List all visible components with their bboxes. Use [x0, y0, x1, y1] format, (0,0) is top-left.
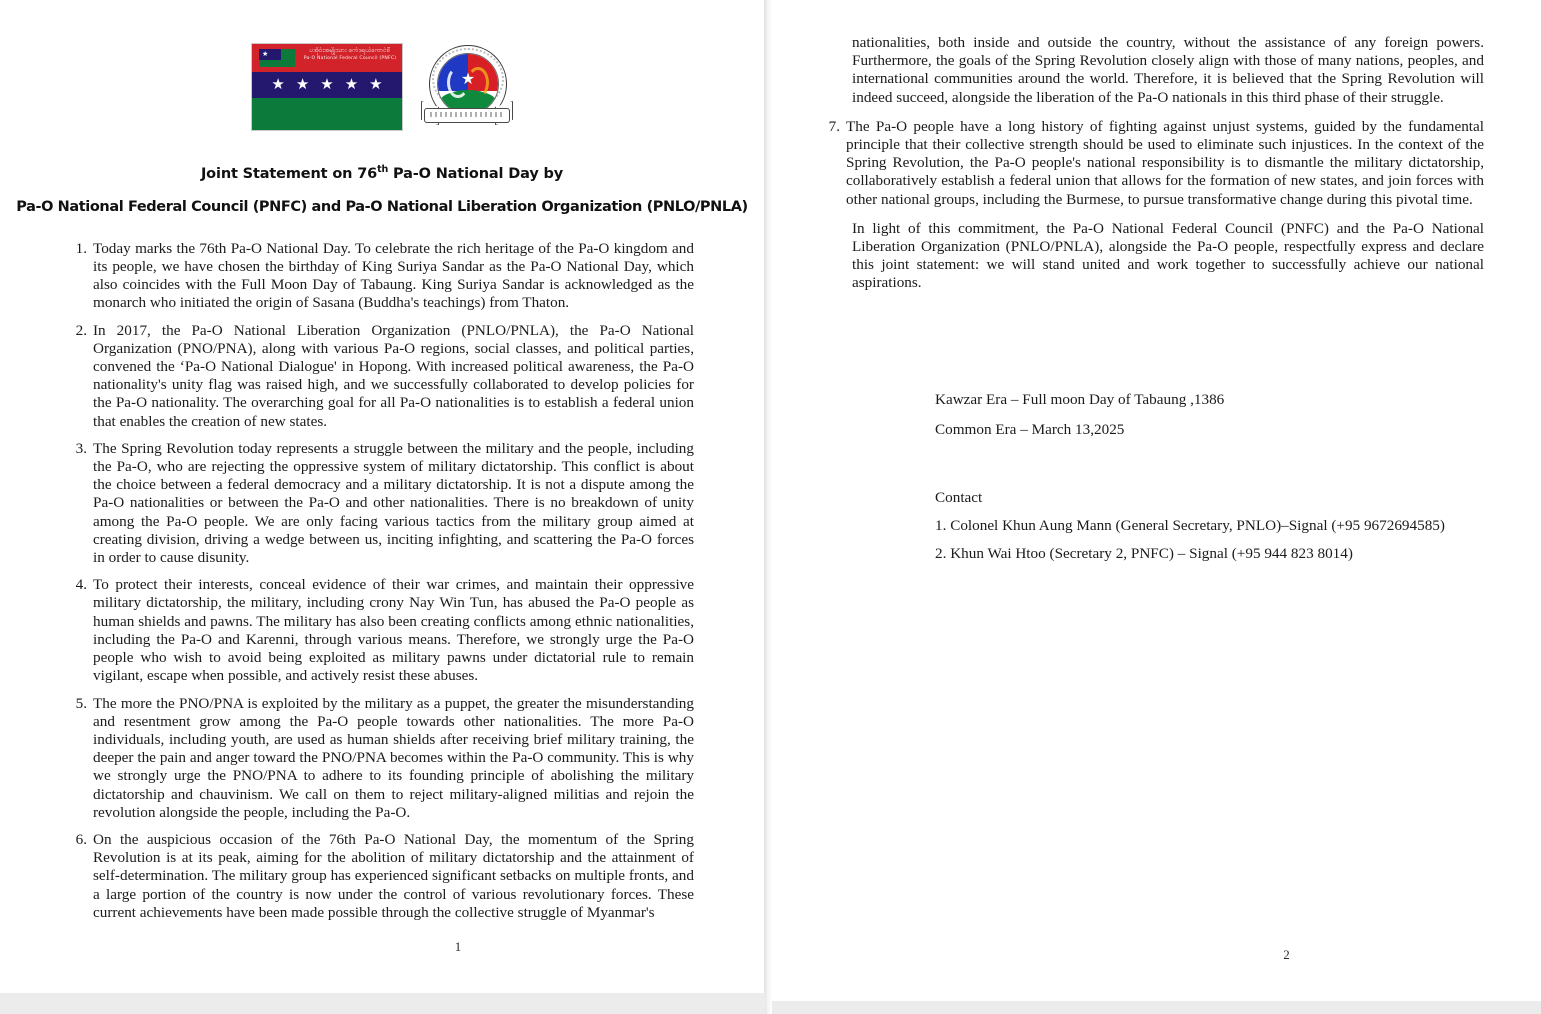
page-gutter-divider: [765, 0, 772, 1014]
common-era-date: Common Era – March 13,2025: [935, 420, 1125, 438]
paragraph-text: The more the PNO/PNA is exploited by the military as a puppet, the greater the misunderstanding and resentment grow among the Pa-O people towards other nationalities. The more Pa-O individuals, including youth, are used as human shields after receiving brief military training, the deeper the pain and anger toward the PNO/PNA becomes within the Pa-O community. This is why we strongly urge the PNO/PNA to adhere to its founding principle of abolishing the military dictatorship and chauvinism. We call on them to reject military-aligned militias and rejoin the revolution alongside the people, including the Pa-O.: [93, 694, 694, 821]
page-1-body: [0, 240, 764, 922]
paragraph-text: To protect their interests, conceal evidence of their war crimes, and maintain their oppressive military dictatorship, the military, including crony Nay Win Tun, has abused the Pa-O people as human shields and pawns. The military has also been creating conflicts among ethnic nationalities, including the Pa-O and Karenni, through various means. Therefore, we strongly urge the Pa-O people who wish to avoid being exploited as military pawns under dictatorial rule to remain vigilant, escape when possible, and actively resist these abuses.: [93, 576, 694, 685]
numbered-paragraph: [72, 831, 694, 922]
closing-paragraph: In light of this commitment, the Pa-O National Federal Council (PNFC) and the Pa-O National Liberation Organization (PNLO/PNLA), alongside the Pa-O people, respectfully express and declare this joint statement: we will stand united and work together to successfully achieve our national aspirations.: [852, 219, 1484, 292]
flag-canton-icon: [259, 49, 295, 67]
paragraph-number: 4.: [75, 576, 87, 594]
paragraph-number: 1.: [75, 239, 87, 257]
page-title-line-2: Pa-O National Federal Council (PNFC) and Pa-O National Liberation Organization (PNLO/PNLA): [16, 198, 748, 215]
paragraph-text: On the auspicious occasion of the 76th Pa-O National Day, the momentum of the Spring Revolution is at its peak, aiming for the abolition of military dictatorship and the attainment of self-determination. The military group has experienced significant setbacks on multiple fronts, and a large portion of the country is now under the control of various revolutionary forces. These current achievements have been made possible through the collective struggle of Myanmar's: [93, 830, 694, 921]
flag-canton-star-icon: ★: [262, 50, 269, 58]
seal-ribbon-text: [430, 112, 504, 117]
page-title-line-1: [0, 164, 764, 182]
contact-item: 2. Khun Wai Htoo (Secretary 2, PNFC) – Signal (+95 944 823 8014): [935, 545, 1353, 563]
document-page-2: [772, 0, 1541, 1001]
page-number: 1: [454, 939, 462, 954]
flag-green-band: [252, 98, 402, 130]
paragraph-text: The Spring Revolution today represents a struggle between the military and the people, including the Pa-O, who are rejecting the oppressive system of military dictatorship. This conflict is about the choice between a federal democracy and a military dictatorship. It is not a dispute among the Pa-O nationalities or between the Pa-O and other nationalities. There is no breakdown of unity among the Pa-O people. We are only facing various tactics from the military group aimed at creating division, driving a wedge between us, inciting infighting, and scattering the Pa-O forces in order to cause disunity.: [93, 439, 694, 567]
page-2-bottom-edge: [772, 1001, 1541, 1014]
numbered-paragraph: [72, 240, 694, 313]
title-ordinal-suffix: th: [377, 164, 389, 175]
flag-star-icon: ★: [320, 76, 334, 93]
flag-star-icon: ★: [295, 76, 310, 93]
paragraph-text: The Pa-O people have a long history of fighting against unjust systems, guided by the fundamental principle that their collective strength should be used to eliminate such injustices. In the context of the Spring Revolution, the Pa-O people's national responsibility is to dismantle the military dictatorship, collaboratively establish a federal union that allows for the formation of new states, and join forces with other national groups, including the Burmese, to pursue transformative change during this pivotal time.: [846, 117, 1484, 208]
pa-o-national-federal-council-flag-icon: [251, 43, 403, 131]
numbered-paragraph: [72, 576, 694, 685]
paragraph-number: 3.: [75, 439, 87, 457]
header-emblems: [0, 0, 764, 133]
numbered-paragraph: [825, 118, 1484, 209]
contact-heading: Contact: [935, 489, 983, 507]
paragraph-number: 5.: [75, 694, 87, 712]
seal-ribbon-icon: [421, 101, 513, 127]
paragraph-text: In 2017, the Pa-O National Liberation Organization (PNLO/PNLA), the Pa-O National Organization (PNO/PNA), along with various Pa-O regions, social classes, and political parties, convened the ‘Pa-O National Dialogue' in Hopong. With increased political awareness, the Pa-O nationality's unity flag was raised high, and we successfully collaborated to develop policies for the Pa-O nationality. The overarching goal for all Pa-O nationalities is to establish a federal union that enables the creation of new states.: [93, 321, 694, 430]
flag-stars-icon: [252, 72, 402, 98]
flag-star-icon: ★: [344, 76, 359, 93]
paragraph-number: 6.: [75, 830, 87, 848]
paragraph-number: 2.: [75, 321, 87, 339]
kawzar-era-date: Kawzar Era – Full moon Day of Tabaung ,1386: [935, 390, 1225, 408]
flag-star-icon: ★: [271, 76, 285, 93]
title-suffix: Pa-O National Day by: [388, 165, 564, 182]
title-prefix: Joint Statement on 76: [200, 165, 378, 182]
flag-caption: [302, 47, 398, 63]
page-2-body: [772, 0, 1541, 564]
numbered-paragraph: [72, 695, 694, 822]
paragraph-number: 7.: [828, 117, 840, 135]
page-number: 2: [1283, 947, 1290, 962]
pnlo-seal-icon: [421, 41, 513, 133]
flag-star-icon: ★: [369, 76, 383, 93]
page-1-bottom-edge: [0, 993, 765, 1014]
document-page-1: [0, 0, 765, 993]
signature-block: [825, 391, 1484, 564]
continuation-paragraph: nationalities, both inside and outside the country, without the assistance of any foreign powers. Furthermore, the goals of the Spring Revolution closely align with those of many nations, peoples, and international communities around the world. Therefore, it is believed that the Spring Revolution will indeed succeed, alongside the liberation of the Pa-O nationals in this third phase of their struggle.: [852, 34, 1484, 106]
paragraph-text: Today marks the 76th Pa-O National Day. To celebrate the rich heritage of the Pa-O kingdom and its people, we have chosen the birthday of King Suriya Sandar as the Pa-O National Day, which also coincides with the Full Moon Day of Tabaung. King Suriya Sandar is acknowledged as the monarch who initiated the origin of Sasana (Buddha's teachings) from Thaton.: [93, 239, 694, 312]
numbered-paragraph: [72, 440, 694, 567]
seal-star-icon: ★: [460, 71, 476, 89]
contact-item: 1. Colonel Khun Aung Mann (General Secretary, PNLO)–Signal (+95 9672694585): [935, 517, 1445, 535]
numbered-paragraph: [72, 322, 694, 431]
document-title-block: [0, 164, 764, 215]
flag-caption-line1: ပအိုဝ်းအမျိုးသား ဖက်ဒရယ်ကောင်စီ: [309, 47, 391, 54]
flag-caption-line2: Pa-O National Federal Council (PNFC): [303, 56, 397, 61]
